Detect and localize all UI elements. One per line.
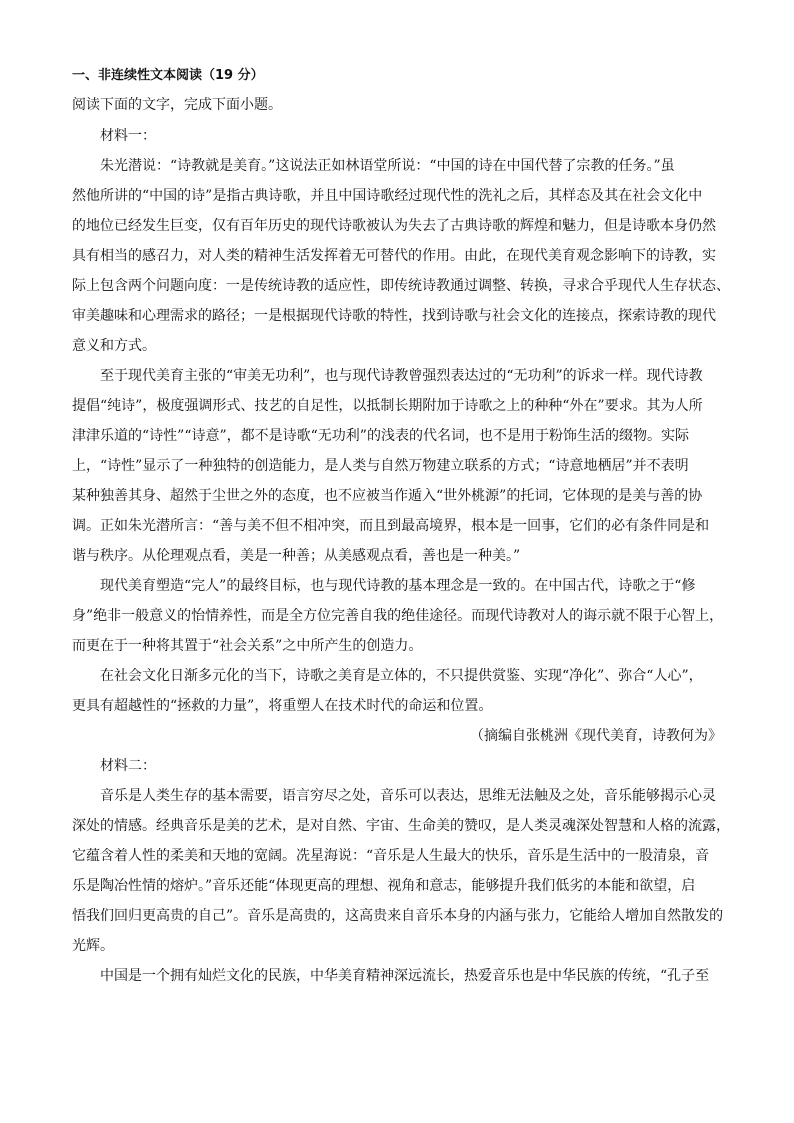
m2-p2-line: 中国是一个拥有灿烂文化的民族，中华美育精神深远流长，热爱音乐也是中华民族的传统，“孔子至 [100,968,710,984]
instruction: 阅读下面的文字，完成下面小题。 [72,97,282,113]
m1-p1-line: 审美趣味和心理需求的路径；一是根据现代诗歌的特性，找到诗歌与社会文化的连接点，探索诗教的现代 [72,308,716,324]
m1-p2-line: 至于现代美育主张的“审美无功利”，也与现代诗教曾强烈表达过的“无功利”的诉求一样。现代诗教 [100,368,703,384]
m1-p3-line: 而更在于一种将其置于“社会关系”之中所产生的创造力。 [72,638,423,654]
m1-p4-line: 更具有超越性的“拯救的力量”，将重塑人在技术时代的命运和位置。 [72,698,493,714]
material-one-source: （摘编自张桃洲《现代美育，诗教何为》 [470,728,722,744]
m2-p1-line: 深处的情感。经典音乐是美的艺术，是对自然、宇宙、生命美的赞叹，是人类灵魂深处智慧和人格的流露， [72,818,730,834]
m1-p1-line: 具有相当的感召力，对人类的精神生活发挥着无可替代的作用。由此，在现代美育观念影响下的诗教，实 [72,248,716,264]
m1-p1-line: 然他所讲的“中国的诗”是指古典诗歌，并且中国诗歌经过现代性的洗礼之后，其样态及其在社会文化中 [72,188,703,204]
m1-p1-line: 际上包含两个问题向度：一是传统诗教的适应性，即传统诗教通过调整、转换，寻求合乎现代人生存状态、 [72,278,730,294]
m1-p1-line: 意义和方式。 [72,338,156,354]
material-two-label: 材料二： [100,758,156,774]
m1-p1-line: 的地位已经发生巨变，仅有百年历史的现代诗歌被认为失去了古典诗歌的辉煌和魅力，但是诗歌本身仍然 [72,218,716,234]
m1-p2-line: 谐与秩序。从伦理观点看，美是一种善；从美感观点看，善也是一种美。” [72,548,521,564]
m1-p4-line: 在社会文化日渐多元化的当下，诗歌之美育是立体的，不只提供赏鉴、实现“净化”、弥合“人心”， [100,668,703,684]
section-title: 一、非连续性文本阅读（19 分） [72,68,264,83]
m1-p3-line: 身”绝非一般意义的怡情养性，而是全方位完善自我的绝佳途径。而现代诗教对人的诲示就不限于心智上， [72,608,724,624]
m1-p2-line: 上，“诗性”显示了一种独特的创造能力，是人类与自然万物建立联系的方式；“诗意地栖居”并不表明 [72,458,689,474]
m1-p3-line: 现代美育塑造“完人”的最终目标，也与现代诗教的基本理念是一致的。在中国古代，诗歌之于“修 [100,578,696,594]
m2-p1-line: 悟我们回归更高贵的自己”。音乐是高贵的，这高贵来自音乐本身的内涵与张力，它能给人增加自然散发的 [72,908,724,924]
document-page [72,66,730,991]
material-one-label: 材料一： [100,128,156,144]
m2-p1-line: 乐是陶冶性情的熔炉。”音乐还能“体现更高的理想、视角和意志，能够提升我们低劣的本能和欲望，启 [72,878,696,894]
m1-p2-line: 提倡“纯诗”，极度强调形式、技艺的自足性，以抵制长期附加于诗歌之上的种种“外在”要求。其为人所 [72,398,703,414]
m1-p2-line: 某种独善其身、超然于尘世之外的态度，也不应被当作遁入“世外桃源”的托词，它体现的是美与善的协 [72,488,703,504]
m1-p2-line: 津津乐道的“诗性”“诗意”，都不是诗歌“无功利”的浅表的代名词，也不是用于粉饰生活的缀物。实际 [72,428,689,444]
m2-p1-line: 音乐是人类生存的基本需要，语言穷尽之处，音乐可以表达，思维无法触及之处，音乐能够揭示心灵 [100,788,716,804]
m1-p1-line: 朱光潜说：“诗教就是美育。”这说法正如林语堂所说：“中国的诗在中国代替了宗教的任务。”虽 [100,158,675,174]
m1-p2-line: 调。正如朱光潜所言：“善与美不但不相冲突，而且到最高境界，根本是一回事，它们的必有条件同是和 [72,518,710,534]
m2-p1-line: 光辉。 [72,938,114,954]
m2-p1-line: 它蕴含着人性的柔美和天地的宽阔。冼星海说：“音乐是人生最大的快乐，音乐是生活中的一股清泉，音 [72,848,710,864]
